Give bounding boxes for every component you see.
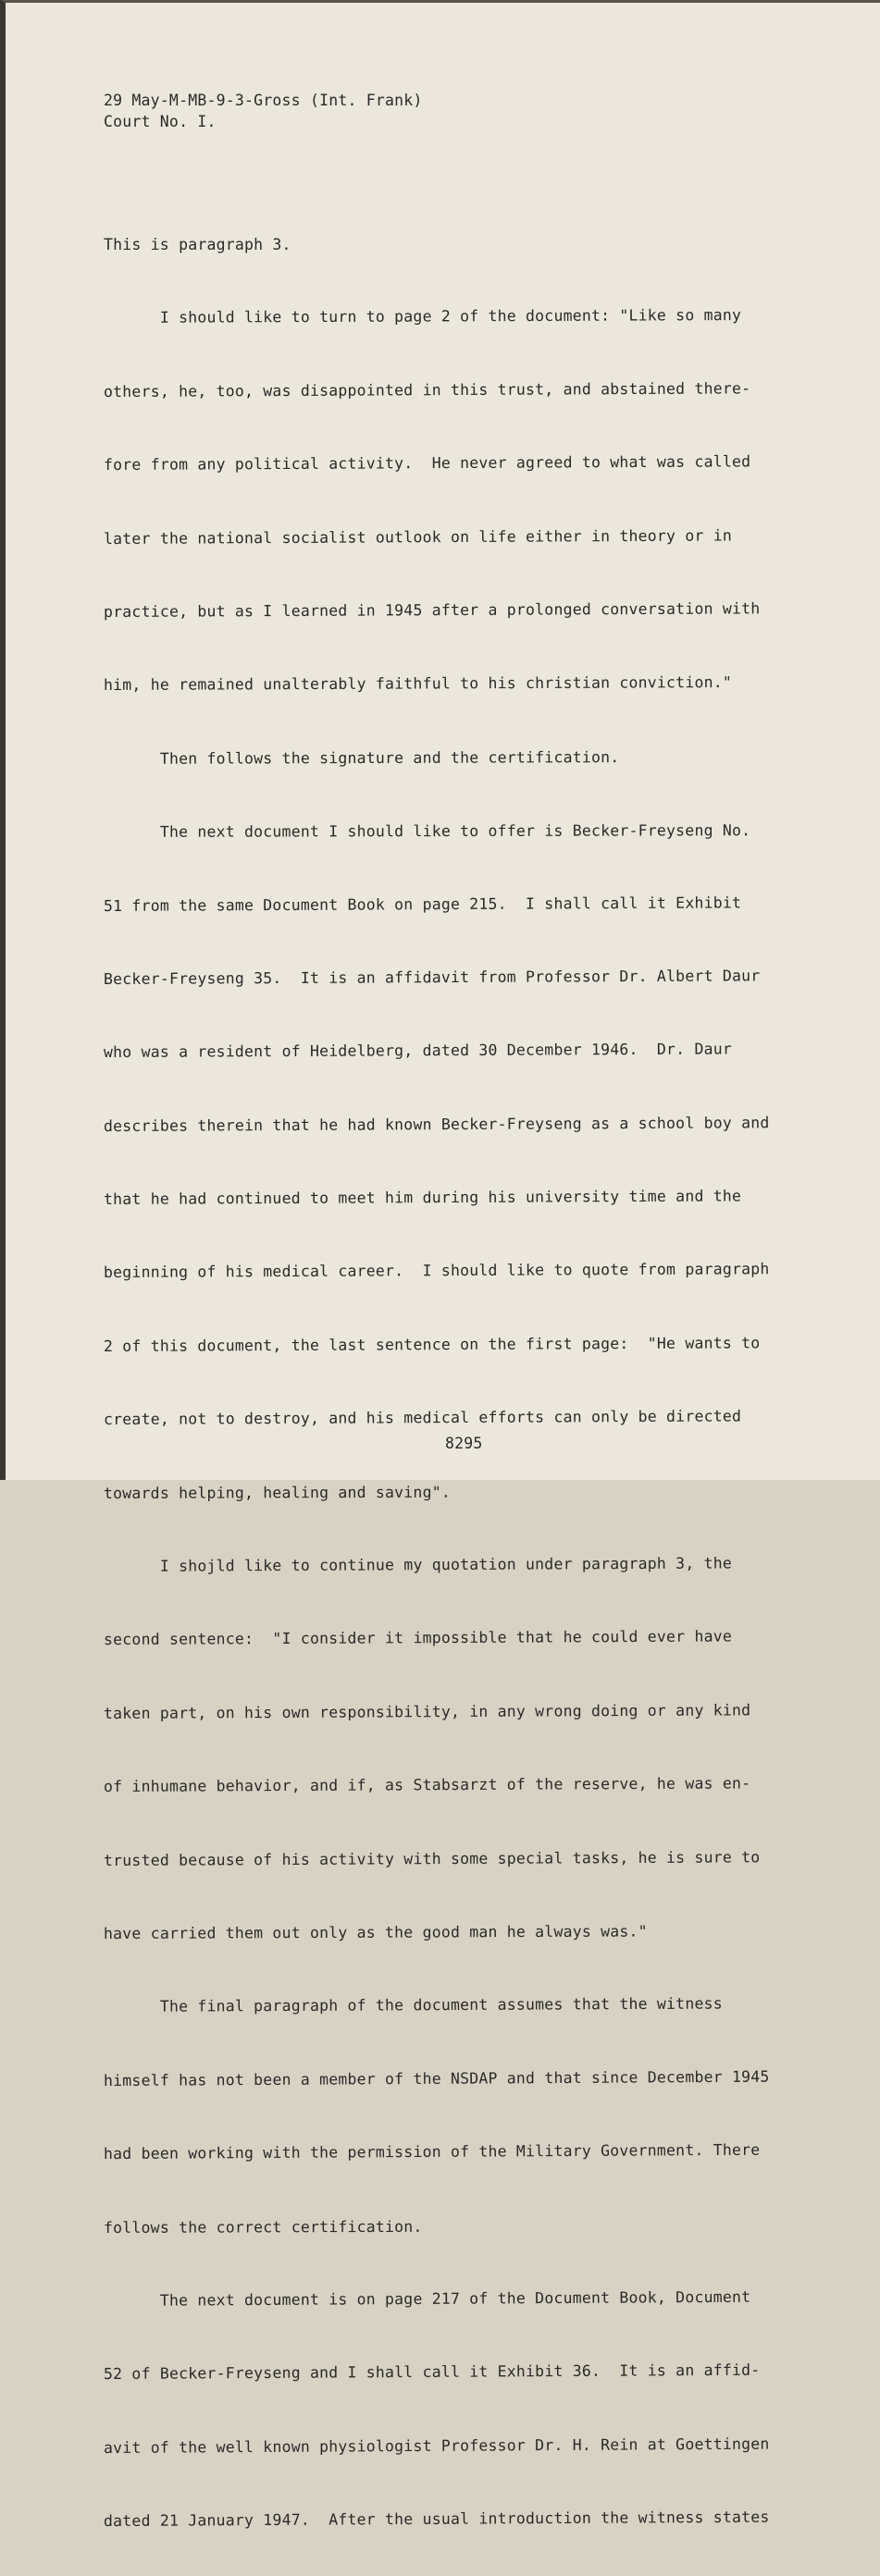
body-line: Then follows the signature and the certification. <box>103 747 620 768</box>
body-line: 51 from the same Document Book on page 215. I shall call it Exhibit <box>103 893 742 915</box>
body-line: describes therein that he had known Becker-Freyseng as a school boy and <box>103 1113 770 1135</box>
body-line: The next document is on page 217 of the Document Book, Document <box>103 2287 751 2310</box>
body-line: towards helping, healing and saving". <box>103 1483 451 1502</box>
body-line: later the national socialist outlook on life either in theory or in <box>103 526 733 548</box>
body-line: beginning of his medical career. I should like to quote from paragraph <box>103 1260 770 1282</box>
body-line: The final paragraph of the document assumes that the witness <box>103 1994 723 2016</box>
body-line: him, he remained unalterably faithful to his christian conviction." <box>103 673 733 695</box>
transcript-body <box>104 191 788 2576</box>
header-session-line: 29 May-M-MB-9-3-Gross (Int. Frank) <box>104 92 423 109</box>
body-line: himself has not been a member of the NSDAP and that since December 1945 <box>103 2067 770 2089</box>
body-line: second sentence: "I consider it impossible that he could ever have <box>103 1627 733 1649</box>
body-line: dated 21 January 1947. After the usual introduction the witness states <box>103 2508 770 2531</box>
body-line: follows the correct certification. <box>103 2217 423 2237</box>
body-line: I should like to turn to page 2 of the document: "Like so many <box>103 306 742 327</box>
body-line: of inhumane behavior, and if, as Stabsarzt of the reserve, he was en- <box>103 1774 751 1796</box>
body-line: This is paragraph 3. <box>104 236 291 253</box>
body-line: 52 of Becker-Freyseng and I shall call it Exhibit 36. It is an affid- <box>103 2360 761 2384</box>
body-line: taken part, on his own responsibility, in any wrong doing or any kind <box>103 1701 751 1722</box>
page-number: 8295 <box>445 1435 483 1452</box>
body-line: avit of the well known physiologist Professor Dr. H. Rein at Goettingen <box>103 2434 770 2457</box>
body-line: fore from any political activity. He never agreed to what was called <box>103 452 751 475</box>
body-line: have carried them out only as the good man he always was." <box>103 1922 648 1942</box>
body-line: had been working with the permission of the Military Government. There <box>103 2140 761 2163</box>
body-line: others, he, too, was disappointed in this trust, and abstained there- <box>103 379 751 401</box>
body-line: trusted because of his activity with some special tasks, he is sure to <box>103 1847 761 1869</box>
body-line: that he had continued to meet him during his university time and the <box>103 1187 742 1209</box>
body-line: The next document I should like to offer is Becker-Freyseng No. <box>103 821 751 842</box>
header-court-line: Court No. I. <box>104 113 217 130</box>
body-line: who was a resident of Heidelberg, dated 30 December 1946. Dr. Daur <box>103 1040 733 1062</box>
body-line: Becker-Freyseng 35. It is an affidavit from Professor Dr. Albert Daur <box>103 967 761 988</box>
body-line: I shojld like to continue my quotation under paragraph 3, the <box>103 1554 733 1576</box>
body-line: create, not to destroy, and his medical efforts can only be directed <box>103 1407 742 1429</box>
body-line: practice, but as I learned in 1945 after a prolonged conversation with <box>103 599 761 621</box>
body-line: 2 of this document, the last sentence on the first page: "He wants to <box>103 1334 761 1355</box>
